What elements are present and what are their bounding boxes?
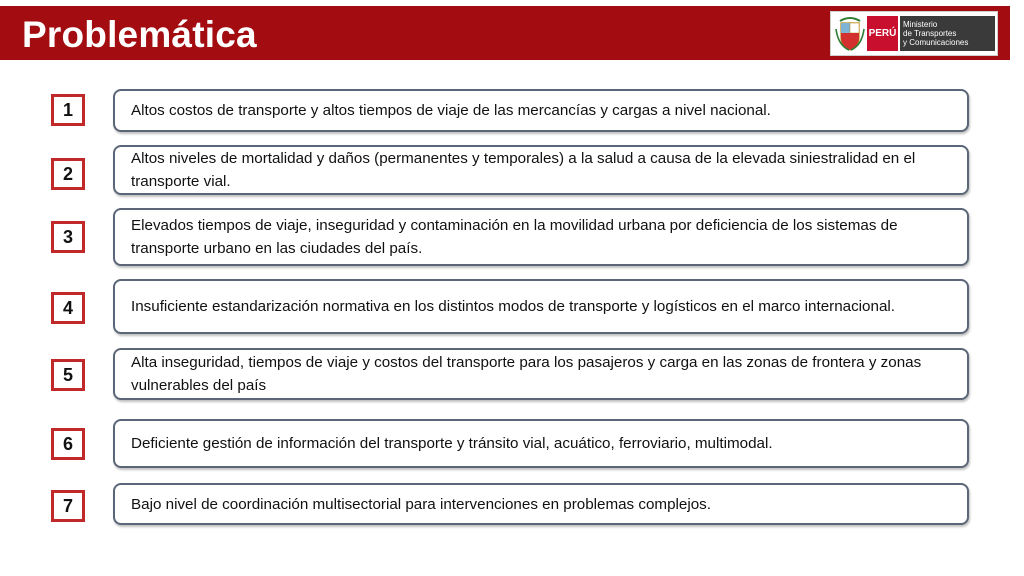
ministry-line: de Transportes [903, 29, 957, 38]
problem-text: Deficiente gestión de información del transporte y tránsito vial, acuático, ferroviario, multimodal. [131, 435, 773, 452]
coat-of-arms-icon [835, 15, 865, 52]
ministry-line: Ministerio [903, 20, 938, 29]
item-number-badge: 2 [51, 158, 85, 190]
item-number-badge: 7 [51, 490, 85, 522]
item-number-badge: 4 [51, 292, 85, 324]
problem-item [113, 208, 969, 266]
problem-item [113, 279, 969, 334]
problem-text: Elevados tiempos de viaje, inseguridad y contaminación en la movilidad urbana por deficiencia de los sistemas de transporte urbano en las ciudades del país. [131, 217, 898, 257]
problem-text: Insuficiente estandarización normativa en los distintos modos de transporte y logísticos en el marco internacional. [131, 298, 895, 315]
item-number-badge: 6 [51, 428, 85, 460]
problem-item [113, 145, 969, 195]
page-title: Problemática [22, 14, 257, 55]
item-number-badge: 1 [51, 94, 85, 126]
title-bar [0, 6, 1010, 60]
problem-item [113, 419, 969, 468]
country-label: PERÚ [867, 16, 898, 51]
ministry-line: y Comunicaciones [903, 38, 969, 47]
problem-item [113, 89, 969, 132]
problem-item [113, 348, 969, 400]
problem-text: Bajo nivel de coordinación multisectorial para intervenciones en problemas complejos. [131, 495, 711, 513]
problem-text: Altos costos de transporte y altos tiempos de viaje de las mercancías y cargas a nivel nacional. [131, 102, 771, 119]
item-number-badge: 5 [51, 359, 85, 391]
ministry-name [900, 16, 995, 51]
ministry-logo [830, 11, 998, 56]
problem-item [113, 483, 969, 525]
problem-text: Alta inseguridad, tiempos de viaje y costos del transporte para los pasajeros y carga en las zonas de frontera y zonas vulnerables del país [131, 354, 922, 394]
problem-text: Altos niveles de mortalidad y daños (permanentes y temporales) a la salud a causa de la elevada siniestralidad en el transporte vial. [131, 150, 916, 190]
item-number-badge: 3 [51, 221, 85, 253]
